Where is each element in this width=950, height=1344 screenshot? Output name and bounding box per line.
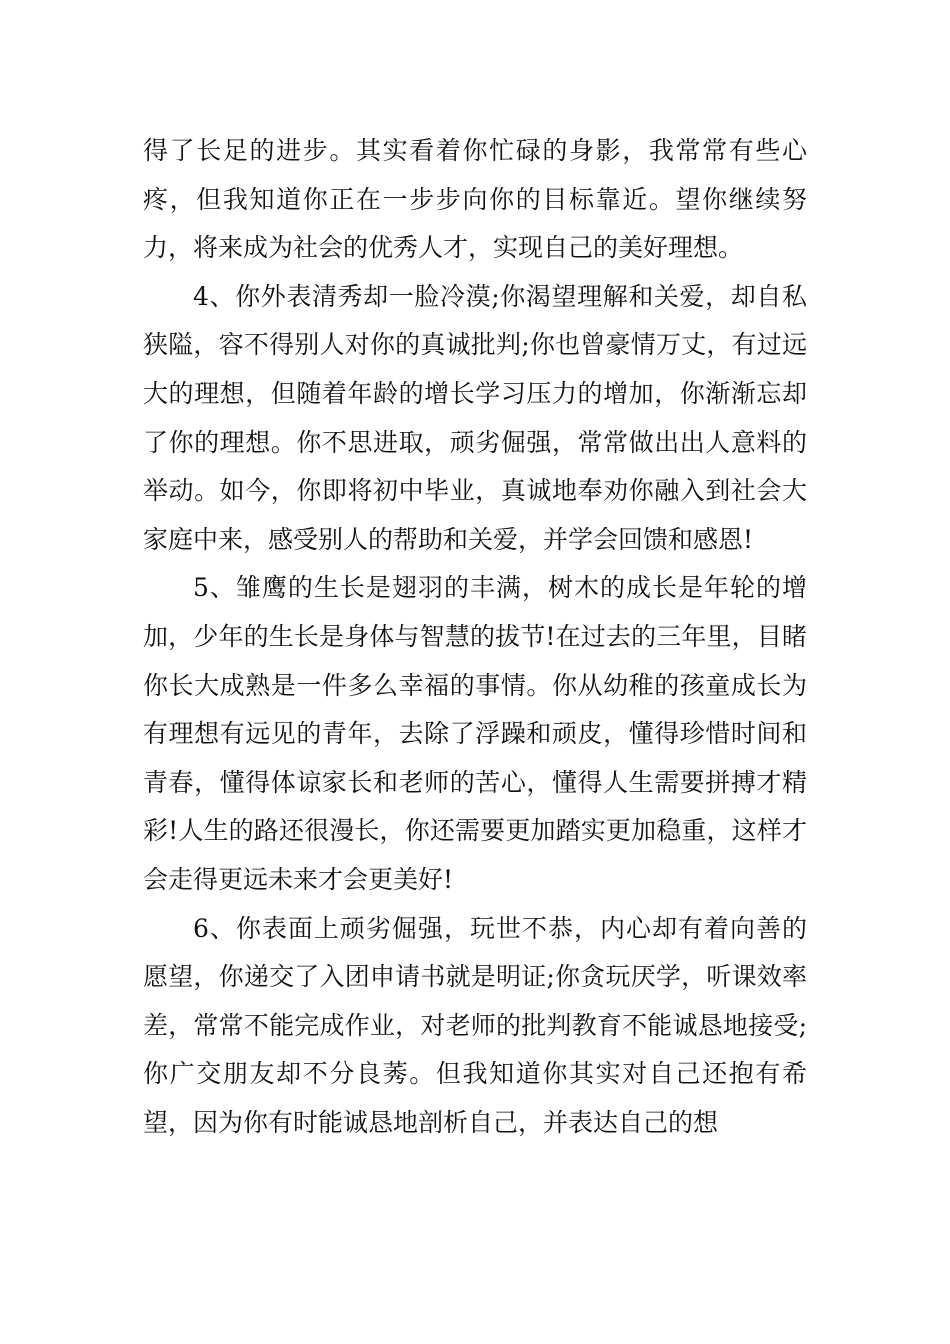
paragraph-item-5: 5、雏鹰的生长是翅羽的丰满，树木的成长是年轮的增加，少年的生长是身体与智慧的拔节!在过去的三年里，目睹你长大成熟是一件多么幸福的事情。你从幼稚的孩童成长为有理想有远见的青年，去除了浮躁和顽皮，懂得珍惜时间和青春，懂得体谅家长和老师的苦心，懂得人生需要拼搏才精彩!人生的路还很漫长，你还需要更加踏实更加稳重，这样才会走得更远未来才会更美好! (143, 573, 807, 894)
paragraph-item-6: 6、你表面上顽劣倔强，玩世不恭，内心却有着向善的愿望，你递交了入团申请书就是明证;你贪玩厌学，听课效率差，常常不能完成作业，对老师的批判教育不能诚恳地接受;你广交朋友却不分良莠。但我知道你其实对自己还抱有希望，因为你有时能诚恳地剖析自己，并表达自己的想 (143, 913, 807, 1137)
document-body (143, 127, 807, 1147)
paragraph-continued: 得了长足的进步。其实看着你忙碌的身影，我常常有些心疼，但我知道你正在一步步向你的目标靠近。望你继续努力，将来成为社会的优秀人才，实现自己的美好理想。 (143, 136, 807, 263)
paragraph-item-4: 4、你外表清秀却一脸冷漠;你渴望理解和关爱，却自私狭隘，容不得别人对你的真诚批判;你也曾豪情万丈，有过远大的理想，但随着年龄的增长学习压力的增加，你渐渐忘却了你的理想。你不思进取，顽劣倔强，常常做出出人意料的举动。如今，你即将初中毕业，真诚地奉劝你融入到社会大家庭中来，感受别人的帮助和关爱，并学会回馈和感恩! (143, 281, 807, 554)
